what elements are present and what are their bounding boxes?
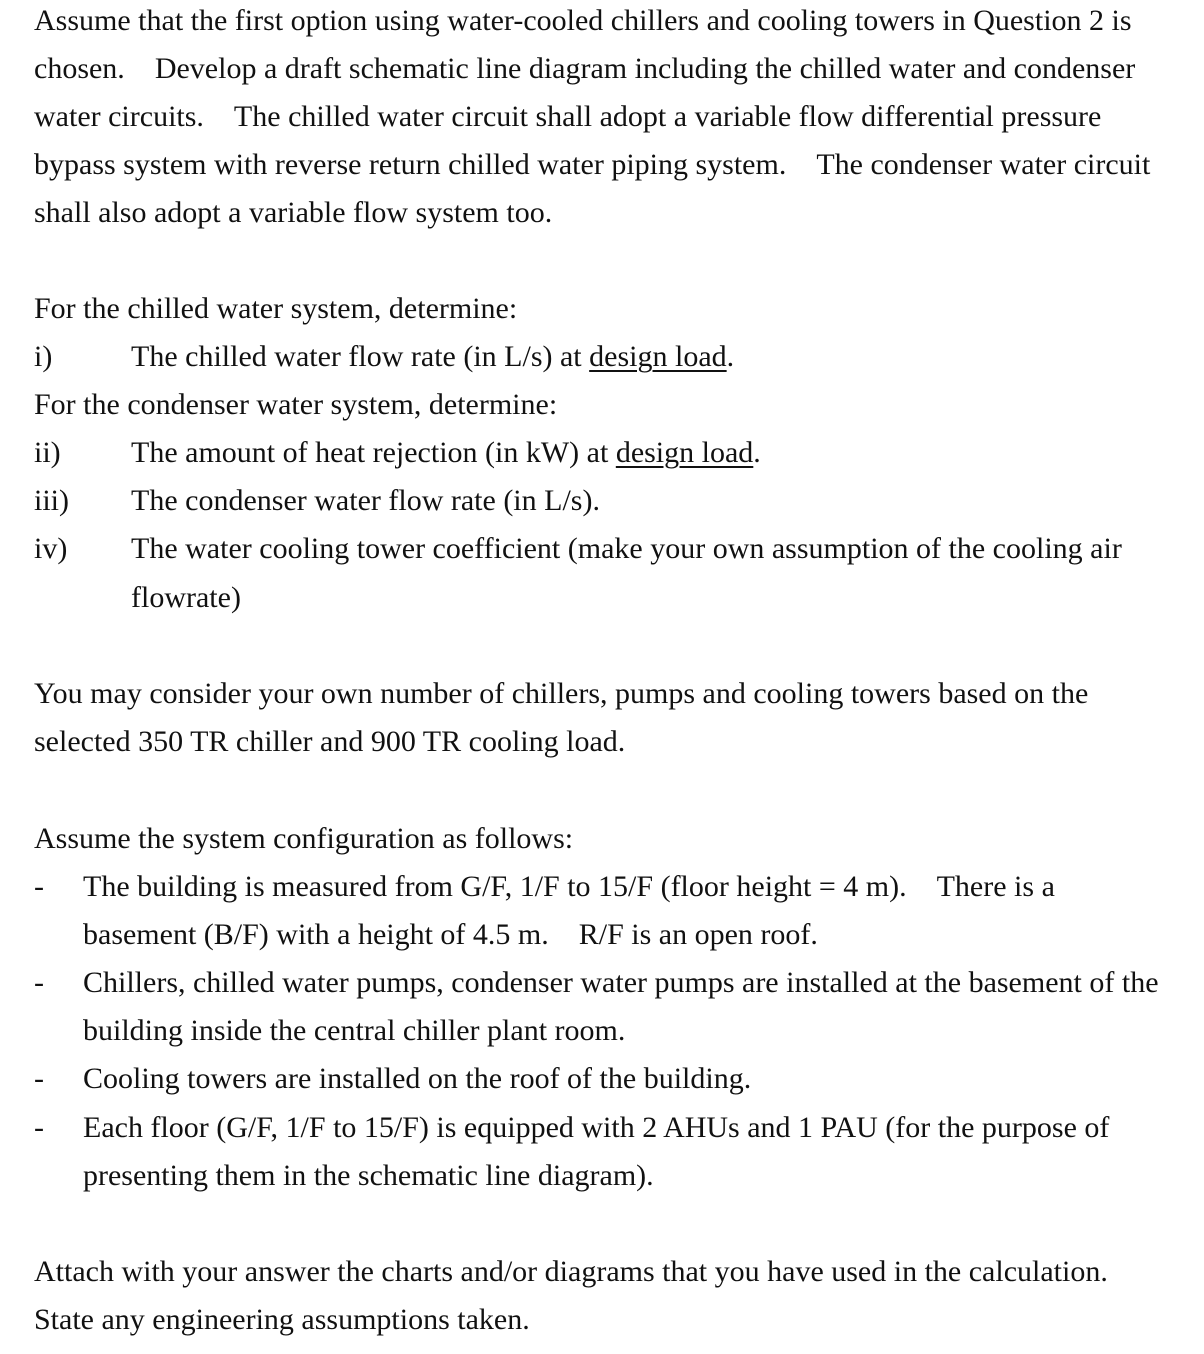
- intro-line-2: chosen. Develop a draft schematic line diagram including the chilled water and condenser: [34, 52, 1136, 85]
- config-bullet-1-line-2: basement (B/F) with a height of 4.5 m. R/F is an open roof.: [83, 918, 818, 951]
- config-bullet-3-line-1: Cooling towers are installed on the roof of the building.: [83, 1062, 752, 1095]
- consider-line-2: selected 350 TR chiller and 900 TR cooling load.: [34, 725, 626, 758]
- item-ii-number: ii): [34, 436, 61, 469]
- bullet-dash-1: -: [34, 870, 44, 903]
- item-i-text: The chilled water flow rate (in L/s) at design load.: [131, 340, 735, 373]
- intro-line-4: bypass system with reverse return chilled water piping system. The condenser water circuit: [34, 148, 1151, 181]
- config-bullet-4-line-2: presenting them in the schematic line diagram).: [83, 1159, 654, 1192]
- design-load-underline: design load: [589, 340, 727, 373]
- config-heading: Assume the system configuration as follows:: [34, 822, 574, 855]
- intro-line-5: shall also adopt a variable flow system too.: [34, 196, 553, 229]
- attach-line-2: State any engineering assumptions taken.: [34, 1303, 530, 1336]
- item-iv-text-2: flowrate): [131, 581, 241, 614]
- attach-line-1: Attach with your answer the charts and/or diagrams that you have used in the calculation.: [34, 1255, 1108, 1288]
- config-bullet-2-line-1: Chillers, chilled water pumps, condenser water pumps are installed at the basement of the: [83, 966, 1159, 999]
- intro-line-3: water circuits. The chilled water circuit shall adopt a variable flow differential pressure: [34, 100, 1102, 133]
- item-iv-number: iv): [34, 532, 68, 565]
- intro-line-1: Assume that the first option using water-cooled chillers and cooling towers in Question 2 is: [34, 4, 1132, 37]
- config-bullet-2-line-2: building inside the central chiller plant room.: [83, 1014, 626, 1047]
- item-i-number: i): [34, 340, 53, 373]
- consider-line-1: You may consider your own number of chillers, pumps and cooling towers based on the: [34, 677, 1089, 710]
- item-iii-text: The condenser water flow rate (in L/s).: [131, 484, 600, 517]
- chilled-heading: For the chilled water system, determine:: [34, 292, 518, 325]
- config-bullet-1-line-1: The building is measured from G/F, 1/F to 15/F (floor height = 4 m). There is a: [83, 870, 1055, 903]
- bullet-dash-3: -: [34, 1062, 44, 1095]
- item-iv-text-1: The water cooling tower coefficient (make your own assumption of the cooling air: [131, 532, 1122, 565]
- bullet-dash-2: -: [34, 966, 44, 999]
- bullet-dash-4: -: [34, 1111, 44, 1144]
- config-bullet-4-line-1: Each floor (G/F, 1/F to 15/F) is equipped with 2 AHUs and 1 PAU (for the purpose of: [83, 1111, 1110, 1144]
- item-ii-text: The amount of heat rejection (in kW) at design load.: [131, 436, 761, 469]
- item-iii-number: iii): [34, 484, 69, 517]
- condenser-heading: For the condenser water system, determine:: [34, 388, 558, 421]
- design-load-underline: design load: [615, 436, 754, 469]
